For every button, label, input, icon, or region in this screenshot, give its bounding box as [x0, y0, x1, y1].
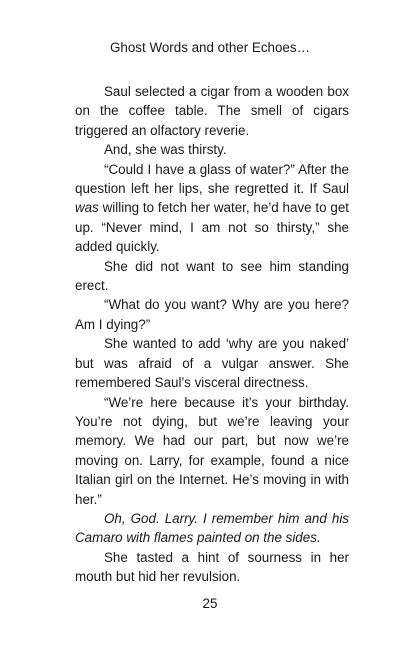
paragraph-what-do-you-want: “What do you want? Why are you here? Am I dying?”	[75, 297, 349, 332]
running-header: Ghost Words and other Echoes…	[110, 40, 310, 55]
paragraph-sourness: She tasted a hint of sourness in her mouth but hid her revulsion.	[75, 549, 349, 585]
paragraph-birthday: “We’re here because it’s your birthday. You’re not dying, but we’re leaving your memory. We had our part, but now we’re moving on. Larry, for example, found a nice Italian girl on the Internet. He’s moving in with her.”	[75, 394, 349, 507]
paragraph-standing-erect: She did not want to see him standing erect.	[75, 258, 349, 294]
paragraph-water-text-after: willing to fetch her water, he’d have to get up. “Never mind, I am not so thirsty,” she added quickly.	[75, 200, 349, 255]
body-text	[75, 82, 349, 587]
paragraph-water-emphasis: was	[75, 200, 99, 216]
paragraph-water-question	[75, 160, 349, 257]
paragraph-cigar: Saul selected a cigar from a wooden box on the coffee table. The smell of cigars triggered an olfactory reverie.	[75, 84, 349, 138]
paragraph-thirsty: And, she was thirsty.	[104, 142, 227, 158]
page-number: 25	[202, 596, 218, 611]
paragraph-water-text-before: “Could I have a glass of water?” After the question left her lips, she regretted it. If Saul	[75, 161, 349, 197]
paragraph-larry-thought: Oh, God. Larry. I remember him and his Camaro with flames painted on the sides.	[75, 510, 349, 546]
paragraph-naked-question: She wanted to add ‘why are you naked’ but was afraid of a vulgar answer. She remembered Saul’s visceral directness.	[75, 336, 349, 391]
